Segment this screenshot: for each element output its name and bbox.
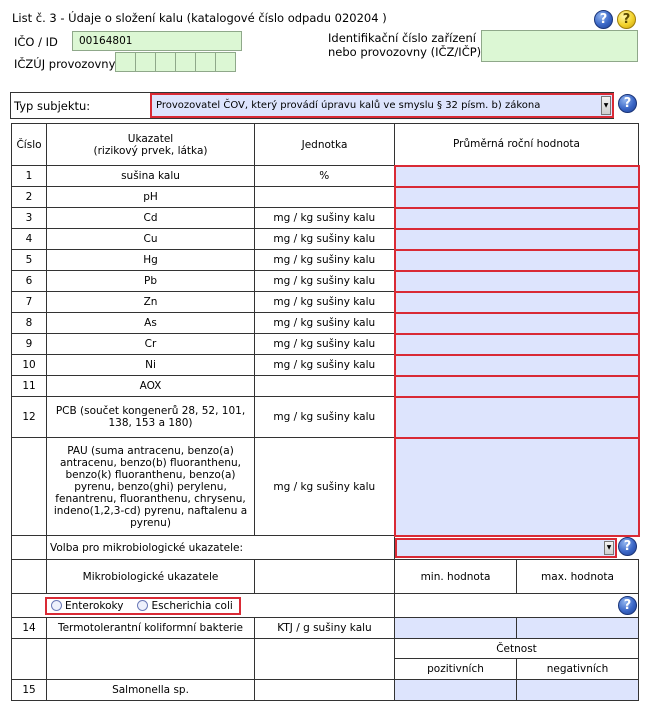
row-number: 12 (12, 397, 47, 438)
value-input[interactable] (395, 292, 639, 313)
row-indicator: Ni (47, 355, 255, 376)
table-row (12, 618, 639, 639)
row-unit: KTJ / g sušiny kalu (255, 618, 395, 639)
empty-cell (12, 536, 47, 560)
row-number: 7 (12, 292, 47, 313)
negativnich-header: negativních (517, 659, 639, 680)
empty-cell (255, 639, 395, 680)
row-unit: mg / kg sušiny kalu (255, 229, 395, 250)
hint-icon[interactable]: ? (617, 10, 636, 29)
value-input[interactable] (395, 250, 639, 271)
row-unit: mg / kg sušiny kalu (255, 292, 395, 313)
row-number: 8 (12, 313, 47, 334)
row-number: 14 (12, 618, 47, 639)
row-number (12, 438, 47, 536)
empty-cell (47, 639, 255, 680)
composition-table (11, 123, 640, 701)
value-input[interactable] (395, 229, 639, 250)
value-input[interactable] (395, 397, 639, 438)
negative-count-input[interactable] (517, 680, 639, 701)
radio-escherichia[interactable] (137, 600, 232, 612)
micro-select-cell (395, 536, 639, 560)
value-input[interactable] (395, 187, 639, 208)
help-icon[interactable]: ? (618, 596, 637, 615)
empty-cell (255, 560, 395, 594)
header-ukazatel-line2: (rizikový prvek, látka) (93, 144, 208, 157)
icz-label-line1: Identifikační číslo zařízení (328, 31, 476, 45)
radio-enterokoky[interactable] (51, 600, 123, 612)
header-ukazatel-line1: Ukazatel (127, 132, 174, 145)
table-row (12, 438, 639, 536)
table-row (12, 313, 639, 334)
cetnost-header: Četnost (395, 639, 639, 659)
help-icon[interactable]: ? (618, 537, 637, 556)
table-row (12, 397, 639, 438)
help-icon[interactable]: ? (618, 94, 637, 113)
radio-icon[interactable] (51, 600, 62, 611)
pozitivnich-header: pozitivních (395, 659, 517, 680)
row-number: 3 (12, 208, 47, 229)
table-row (12, 271, 639, 292)
row-indicator: Hg (47, 250, 255, 271)
table-row (12, 334, 639, 355)
radio-cell (12, 594, 395, 618)
row-indicator: pH (47, 187, 255, 208)
row-indicator: Zn (47, 292, 255, 313)
row-indicator: Cu (47, 229, 255, 250)
ico-field[interactable]: 00164801 (72, 31, 242, 51)
iczuj-digit[interactable] (195, 52, 216, 72)
value-input[interactable] (395, 271, 639, 292)
value-input[interactable] (395, 355, 639, 376)
cetnost-row (12, 639, 639, 659)
value-input[interactable] (395, 438, 639, 536)
row-number: 2 (12, 187, 47, 208)
radio-icon[interactable] (137, 600, 148, 611)
row-unit: mg / kg sušiny kalu (255, 334, 395, 355)
micro-select-label: Volba pro mikrobiologické ukazatele: (47, 536, 395, 560)
row-unit: % (255, 166, 395, 187)
ico-label: IČO / ID (14, 35, 58, 49)
table-row (12, 229, 639, 250)
value-input[interactable] (395, 208, 639, 229)
row-indicator: sušina kalu (47, 166, 255, 187)
max-header: max. hodnota (517, 560, 639, 594)
subject-row (10, 92, 614, 119)
subject-label: Typ subjektu: (14, 99, 91, 113)
row-unit (255, 680, 395, 701)
row-number: 11 (12, 376, 47, 397)
header-cislo: Číslo (12, 124, 47, 166)
micro-select[interactable] (395, 538, 617, 558)
row-number: 9 (12, 334, 47, 355)
header-ukazatel (47, 124, 255, 166)
empty-cell (12, 639, 47, 680)
iczuj-digit[interactable] (115, 52, 136, 72)
table-row (12, 250, 639, 271)
header-jednotka: Jednotka (255, 124, 395, 166)
table-row (12, 680, 639, 701)
row-number: 6 (12, 271, 47, 292)
iczuj-digit[interactable] (155, 52, 176, 72)
row-unit: mg / kg sušiny kalu (255, 438, 395, 536)
row-unit: mg / kg sušiny kalu (255, 397, 395, 438)
row-unit (255, 187, 395, 208)
row-indicator: Cd (47, 208, 255, 229)
header-hodnota: Průměrná roční hodnota (395, 124, 639, 166)
row-indicator: Pb (47, 271, 255, 292)
row-number: 15 (12, 680, 47, 701)
row-unit (255, 376, 395, 397)
table-row (12, 166, 639, 187)
iczuj-field[interactable] (115, 52, 235, 72)
subject-select[interactable] (150, 93, 614, 118)
table-row (12, 208, 639, 229)
chevron-down-icon[interactable]: ▼ (604, 541, 614, 555)
icz-field[interactable] (481, 30, 638, 62)
radio-label: Escherichia coli (151, 599, 233, 612)
help-icon[interactable]: ? (594, 10, 613, 29)
row-unit: mg / kg sušiny kalu (255, 208, 395, 229)
row-unit: mg / kg sušiny kalu (255, 355, 395, 376)
max-value-input[interactable] (517, 618, 639, 639)
row-number: 5 (12, 250, 47, 271)
row-number: 4 (12, 229, 47, 250)
micro-header-row (12, 560, 639, 594)
row-unit: mg / kg sušiny kalu (255, 250, 395, 271)
value-input[interactable] (395, 166, 639, 187)
row-indicator: AOX (47, 376, 255, 397)
value-input[interactable] (395, 313, 639, 334)
iczuj-label: IČZÚJ provozovny (14, 57, 116, 71)
iczuj-digit[interactable] (175, 52, 196, 72)
row-indicator: Salmonella sp. (47, 680, 255, 701)
subject-select-value: Provozovatel ČOV, který provádí úpravu kalů ve smyslu § 32 písm. b) zákona (152, 95, 600, 116)
empty-cell (395, 594, 639, 618)
table-row (12, 355, 639, 376)
row-indicator: Cr (47, 334, 255, 355)
positive-count-input[interactable] (395, 680, 517, 701)
row-number: 1 (12, 166, 47, 187)
row-number: 10 (12, 355, 47, 376)
min-value-input[interactable] (395, 618, 517, 639)
value-input[interactable] (395, 334, 639, 355)
page-title: List č. 3 - Údaje o složení kalu (katalogové číslo odpadu 020204 ) (12, 11, 387, 25)
icz-label (328, 31, 481, 59)
iczuj-digit[interactable] (215, 52, 236, 72)
row-unit: mg / kg sušiny kalu (255, 313, 395, 334)
table-row (12, 187, 639, 208)
min-header: min. hodnota (395, 560, 517, 594)
empty-cell (12, 560, 47, 594)
radio-row (12, 594, 639, 618)
row-unit: mg / kg sušiny kalu (255, 271, 395, 292)
table-row (12, 292, 639, 313)
radio-label: Enterokoky (65, 599, 124, 612)
iczuj-digit[interactable] (135, 52, 156, 72)
row-indicator: PAU (suma antracenu, benzo(a) antracenu, benzo(b) fluoranthenu, benzo(k) fluoranthenu, benzo(a) pyrenu, benzo(ghi) perylenu, fenantrenu, fluoranthenu, chrysenu, indeno(1,2,3-cd) pyrenu, naftalenu a pyrenu) (47, 438, 255, 536)
table-row (12, 376, 639, 397)
chevron-down-icon[interactable]: ▼ (601, 96, 611, 115)
row-indicator: As (47, 313, 255, 334)
micro-select-row (12, 536, 639, 560)
icz-label-line2: nebo provozovny (IČZ/IČP) (328, 45, 482, 59)
value-input[interactable] (395, 376, 639, 397)
row-indicator: Termotolerantní koliformní bakterie (47, 618, 255, 639)
micro-header: Mikrobiologické ukazatele (47, 560, 255, 594)
micro-radio-group (45, 597, 241, 615)
row-indicator: PCB (součet kongenerů 28, 52, 101, 138, 153 a 180) (47, 397, 255, 438)
